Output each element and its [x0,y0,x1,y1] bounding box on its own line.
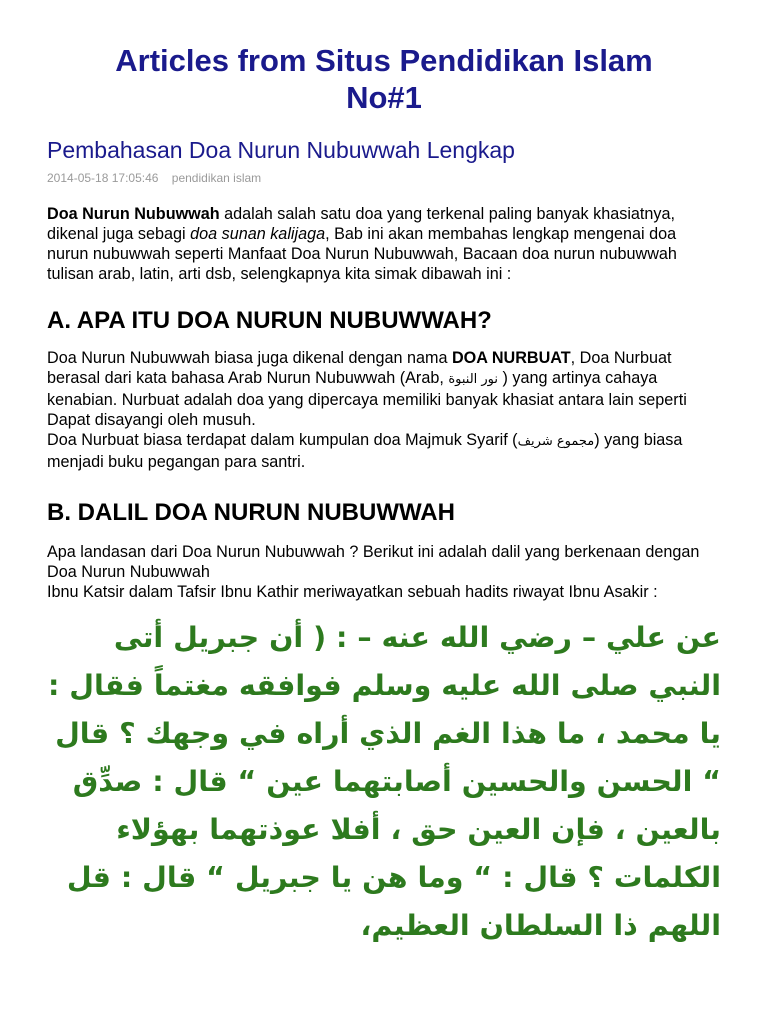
document-title-line1: Articles from Situs Pendidikan Islam [115,43,653,78]
section-a-text-4: Doa Nurbuat biasa terdapat dalam kumpulan doa Majmuk Syarif ( [47,431,518,449]
section-a-text-2: , Doa Nurbuat berasal dari kata bahasa Arab Nurun Nubuwwah (Arab, [47,349,672,387]
section-a-text-3: ) yang artinya cahaya kenabian. Nurbuat adalah doa yang dipercaya memiliki banyak khasiat antara lain seperti Dapat disayangi oleh musuh. [47,369,687,429]
arabic-hadith-quote: عن علي – رضي الله عنه – : ( أن جبريل أتى النبي صلى الله عليه وسلم فوافقه مغتماً فقال : يا محمد ، ما هذا الغم الذي أراه في وجهك ؟ قال “ الحسن والحسين أصابتهما عين “ قال : صدِّق بالعين ، فإن العين حق ، أفلا عوذتهما بهؤلاء الكلمات ؟ قال : “ وما هن يا جبريل “ قال : قل اللهم ذا السلطان العظيم، [47,621,721,942]
article-title: Pembahasan Doa Nurun Nubuwwah Lengkap [47,137,515,163]
section-a-paragraph [47,348,721,472]
section-b-heading: B. DALIL DOA NURUN NUBUWWAH [47,499,455,526]
section-a-text-5: ) yang biasa menjadi buku pegangan para santri. [47,431,683,471]
document-title-line2: No#1 [346,80,422,115]
section-a-bold-term: DOA NURBUAT [451,349,571,367]
section-a-arabic-book: مجموع شريف [517,434,595,449]
intro-bold-term: Doa Nurun Nubuwwah [47,205,220,223]
document-title [47,0,721,116]
article-meta [47,170,721,186]
section-b-line-2: Ibnu Katsir dalam Tafsir Ibnu Kathir meriwayatkan sebuah hadits riwayat Ibnu Asakir : [47,583,658,601]
section-a-arabic-term: نور النبوة [448,372,499,387]
section-a-text-1: Doa Nurun Nubuwwah biasa juga dikenal dengan nama [47,349,452,367]
intro-italic-term: doa sunan kalijaga [190,225,326,243]
section-b-line-1: Apa landasan dari Doa Nurun Nubuwwah ? Berikut ini adalah dalil yang berkenaan dengan Doa Nurun Nubuwwah [47,543,700,581]
intro-text-2: , Bab ini akan membahas lengkap mengenai doa nurun nubuwwah seperti Manfaat Doa Nurun Nubuwwah, Bacaan doa nurun nubuwwah tulisan arab, latin, arti dsb, selengkapnya kita simak dibawah ini : [47,225,677,283]
section-a-heading: A. APA ITU DOA NURUN NUBUWWAH? [47,307,492,334]
intro-paragraph [47,204,721,284]
section-b-paragraph [47,542,721,602]
article-date: 2014-05-18 17:05:46 [47,171,159,185]
article-category: pendidikan islam [171,171,262,185]
intro-text-1: adalah salah satu doa yang terkenal paling banyak khasiatnya, dikenal juga sebagi [47,205,676,243]
